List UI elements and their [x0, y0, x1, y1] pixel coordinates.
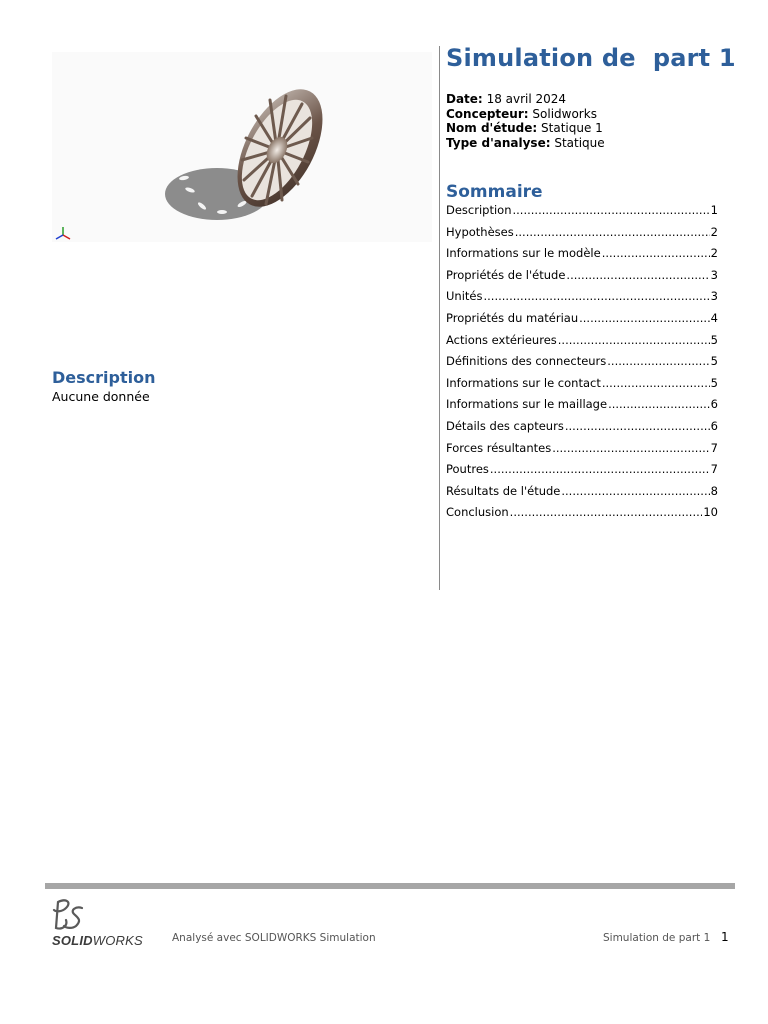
study-metadata — [446, 92, 605, 150]
toc-page: 3 — [710, 267, 718, 282]
meta-value: Solidworks — [532, 106, 597, 121]
wheel-model-image — [162, 80, 352, 250]
axis-triad-icon — [55, 226, 73, 242]
table-of-contents — [446, 203, 718, 527]
toc-label: Définitions des connecteurs — [446, 354, 607, 369]
toc-page: 5 — [710, 375, 718, 390]
column-divider — [439, 46, 440, 590]
meta-key: Concepteur: — [446, 106, 529, 121]
toc-item-contact-info[interactable] — [446, 376, 718, 398]
toc-leader — [608, 397, 710, 411]
description-text: Aucune donnée — [52, 389, 150, 404]
toc-page: 1 — [710, 203, 718, 217]
toc-leader — [602, 376, 710, 390]
toc-item-external-actions[interactable] — [446, 333, 718, 355]
toc-page: 6 — [710, 397, 718, 412]
meta-key: Nom d'étude: — [446, 121, 538, 135]
meta-row-study-name — [446, 121, 605, 136]
toc-item-units[interactable] — [446, 289, 718, 311]
toc-leader — [565, 419, 710, 433]
toc-leader — [483, 289, 709, 303]
meta-value: Statique 1 — [541, 121, 603, 135]
toc-item-study-results[interactable] — [446, 484, 718, 506]
toc-item-sensor-details[interactable] — [446, 419, 718, 441]
toc-leader — [552, 441, 709, 455]
toc-page: 8 — [710, 483, 718, 498]
logo-bold-text: SOLID — [52, 933, 93, 948]
toc-item-connector-definitions[interactable] — [446, 354, 718, 376]
toc-leader — [558, 333, 710, 347]
model-preview — [52, 52, 432, 242]
toc-label: Poutres — [446, 462, 489, 477]
toc-label: Description — [446, 203, 512, 217]
toc-item-material-properties[interactable] — [446, 311, 718, 333]
toc-item-study-properties[interactable] — [446, 268, 718, 290]
toc-leader — [607, 354, 709, 368]
toc-label: Informations sur le contact — [446, 375, 601, 390]
toc-label: Propriétés du matériau — [446, 310, 579, 325]
toc-page: 3 — [710, 289, 718, 304]
toc-page: 2 — [710, 246, 718, 261]
toc-item-hypotheses[interactable] — [446, 225, 718, 247]
toc-page: 5 — [710, 332, 718, 347]
toc-leader — [513, 203, 710, 217]
toc-item-model-info[interactable] — [446, 246, 718, 268]
page-title: Simulation de part 1 — [446, 44, 736, 72]
page-number: 1 — [721, 930, 729, 944]
meta-value: Statique — [554, 135, 605, 150]
toc-label: Unités — [446, 289, 483, 304]
toc-leader — [602, 246, 710, 260]
toc-leader — [515, 225, 710, 239]
solidworks-logo — [52, 933, 143, 948]
toc-item-description[interactable] — [446, 203, 718, 225]
toc-page: 7 — [710, 440, 718, 455]
toc-label: Hypothèses — [446, 224, 514, 239]
toc-label: Détails des capteurs — [446, 418, 564, 433]
toc-page: 6 — [710, 418, 718, 433]
summary-heading: Sommaire — [446, 182, 543, 202]
toc-label: Propriétés de l'étude — [446, 267, 566, 282]
meta-row-analysis-type — [446, 136, 605, 151]
footer-rule — [45, 883, 735, 889]
toc-page: 5 — [710, 354, 718, 369]
meta-row-date — [446, 92, 605, 107]
toc-page: 10 — [703, 505, 718, 520]
ds-logo-icon — [52, 898, 88, 932]
meta-value: 18 avril 2024 — [486, 92, 567, 106]
meta-key: Date: — [446, 92, 483, 106]
toc-item-conclusion[interactable] — [446, 505, 718, 527]
toc-leader — [579, 311, 710, 325]
toc-leader — [566, 268, 709, 282]
toc-page: 4 — [710, 310, 718, 325]
toc-label: Résultats de l'étude — [446, 483, 561, 498]
toc-label: Informations sur le maillage — [446, 397, 608, 412]
toc-leader — [561, 484, 709, 498]
description-heading: Description — [52, 368, 156, 387]
toc-leader — [510, 505, 703, 519]
logo-thin-text: WORKS — [92, 933, 143, 948]
toc-item-resultant-forces[interactable] — [446, 441, 718, 463]
toc-label: Conclusion — [446, 505, 509, 520]
toc-page: 2 — [710, 224, 718, 239]
toc-label: Actions extérieures — [446, 332, 557, 347]
footer-document-title: Simulation de part 1 — [603, 932, 711, 944]
toc-item-mesh-info[interactable] — [446, 397, 718, 419]
toc-label: Informations sur le modèle — [446, 246, 601, 261]
footer-analysis-note: Analysé avec SOLIDWORKS Simulation — [172, 932, 376, 944]
meta-key: Type d'analyse: — [446, 135, 551, 150]
toc-label: Forces résultantes — [446, 440, 552, 455]
meta-row-designer — [446, 107, 605, 122]
toc-leader — [490, 462, 710, 476]
toc-item-beams[interactable] — [446, 462, 718, 484]
toc-page: 7 — [710, 462, 718, 477]
